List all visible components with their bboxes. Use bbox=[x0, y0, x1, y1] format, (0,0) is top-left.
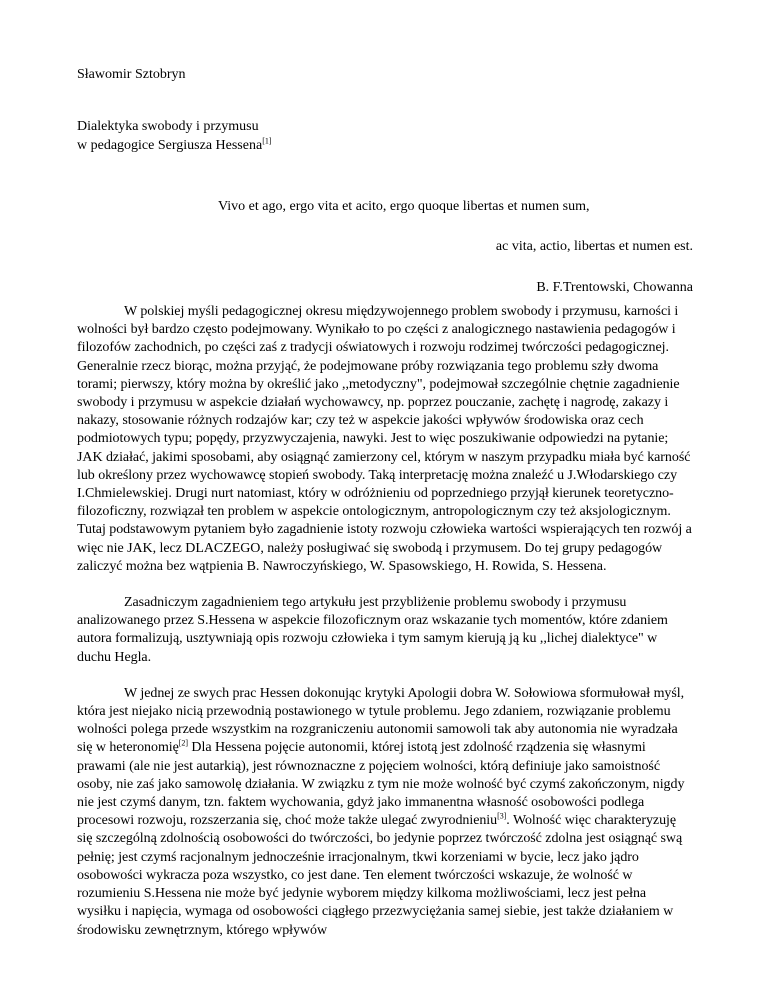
paragraph-3-part-c: . Wolność więc charakteryzuję się szczególną zdolnością osobowości do twórczości, bo jedynie poprzez twórczość zdolna jest osiągnąć swą pełnię; jest czymś racjonalnym jednocześnie irracjonalnym, tkwi korzeniami w bycie, lecz jako jądro osobowości wykracza poza wszystko, co jest dane. Ten element twórczości wskazuje, że wolność w rozumieniu S.Hessena nie może być jedynie wyborem między kilkoma możliwościami, lecz jest pełna wysiłku i napięcia, wymaga od osobowości ciągłego przezwyciężania samej siebie, jest także działaniem w środowisku zewnętrznym, którego wpływów bbox=[77, 813, 683, 938]
footnote-link-2[interactable]: [2] bbox=[178, 738, 188, 748]
paragraph-3-part-a: W jednej ze swych prac Hessen dokonując krytyki Apologii dobra W. Sołowiowa sformułował myśl, która jest niejako nicią przewodnią postawionego w tytule problemu. Jego zdaniem, rozwiązanie problemu wolności polega przede wszystkim na rozgraniczeniu autonomii samowoli tak aby autonomia nie wyradzała się w heteronomię bbox=[77, 685, 685, 756]
epigraph-line-2: ac vita, actio, libertas et numen est. bbox=[495, 239, 693, 255]
paragraph-3 bbox=[77, 685, 693, 940]
article-title bbox=[77, 118, 272, 155]
paragraph-1: W polskiej myśli pedagogicznej okresu międzywojennego problem swobody i przymusu, karności i wolności był bardzo często podejmowany. Wynikało to po części z analogicznego nastawienia pedagogów i filozofów zachodnich, po części zaś z tradycji oświatowych i rozwoju rodzimej twórczości pedagogicznej. Generalnie rzecz biorąc, można przyjąć, że podejmowane próby rozwiązania tego problemu szły dwoma torami; pierwszy, który można by określić jako ,,metodyczny", podejmował szczególnie chętnie zagadnienie swobody i przymusu w aspekcie działań wychowawcy, np. poprzez pouczanie, zachętę i nagrodę, zakazy i nakazy, stosowanie różnych rodzajów kar; czy też w aspekcie jakości wpływów środowiska oraz cech podmiotowych typu; popędy, przyzwyczajenia, nawyki. Jest to więc poszukiwanie odpowiedzi na pytanie; JAK działać, jakimi sposobami, aby osiągnąć zamierzony cel, którym w naszym przypadku miała być karność lub określony przez wychowawcę stopień swobody. Taką interpretację można znaleźć u J.Włodarskiego czy I.Chmielewskiej. Drugi nurt natomiast, który w odróżnieniu od poprzedniego przyjął kierunek teoretyczno-filozoficzny, rozwiązał ten problem w aspekcie ontologicznym, antropologicznym czy też aksjologicznym. Tutaj podstawowym pytaniem było zagadnienie istoty rozwoju człowieka wartości wspierających ten rozwój a więc nie JAK, lecz DLACZEGO, należy posługiwać się swobodą i przymusem. Do tej grupy pedagogów zaliczyć można bez wątpienia B. Nawroczyńskiego, W. Spasowskiego, H. Rowida, S. Hessena. bbox=[77, 304, 692, 574]
paragraph-2: Zasadniczym zagadnieniem tego artykułu jest przybliżenie problemu swobody i przymusu analizowanego przez S.Hessena w aspekcie filozoficznym oraz wskazanie tych momentów, które zdaniem autora formalizują, usztywniają opis rozwoju człowieka i tym samym kierują ją ku ,,lichej dialektyce" w duchu Hegla. bbox=[77, 595, 668, 665]
paragraph-3-part-b: Dla Hessena pojęcie autonomii, której istotą jest zdolność rządzenia się własnymi prawami (ale nie jest autarkią), jest równoznaczne z pojęciem wolności, którą definiuje jako samoistność osoby, nie zaś jako samowolę działania. W związku z tym nie może wolność być czymś zakończonym, nigdy nie jest czymś danym, tzn. faktem wychowania, gdyż jako immanentna własność osobowości podlega procesowi rozwoju, rozszerzania się, choć może także ulegać zwyrodnieniu bbox=[77, 740, 685, 829]
epigraph-line-1: Vivo et ago, ergo vita et acito, ergo quoque libertas et numen sum, bbox=[218, 199, 590, 214]
title-line-1: Dialektyka swobody i przymusu bbox=[77, 119, 259, 134]
title-footnote-link[interactable]: [1] bbox=[262, 135, 272, 145]
epigraph-attribution: B. F.Trentowski, Chowanna bbox=[536, 279, 693, 295]
author-name: Sławomir Sztobryn bbox=[77, 67, 186, 82]
footnote-link-3[interactable]: [3] bbox=[497, 811, 507, 821]
epigraph bbox=[93, 198, 693, 319]
article-body bbox=[77, 303, 693, 958]
title-line-2: w pedagogice Sergiusza Hessena bbox=[77, 137, 263, 153]
